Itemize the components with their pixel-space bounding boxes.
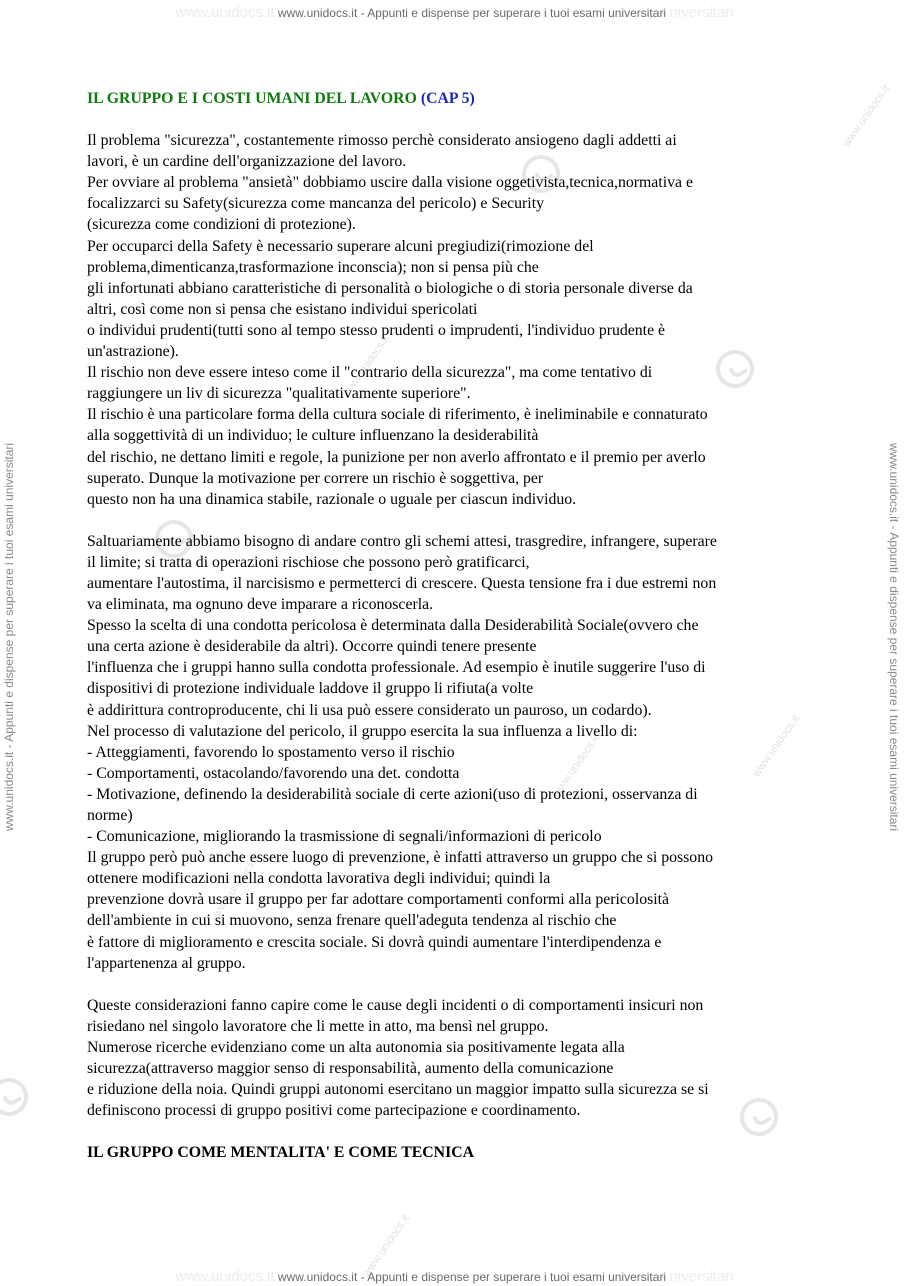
footer-banner xyxy=(0,1268,909,1285)
paragraph-1 xyxy=(87,130,822,510)
text-line: (sicurezza come condizioni di protezione). xyxy=(87,216,356,234)
side-watermark-right: www.unidocs.it - Appunti e dispense per superare i tuoi esami universitari xyxy=(887,442,901,832)
text-line: altri, così come non si pensa che esistano individui spericolati xyxy=(87,300,478,318)
side-watermark-left: www.unidocs.it - Appunti e dispense per superare i tuoi esami universitari xyxy=(2,442,16,832)
text-line: l'influenza che i gruppi hanno sulla condotta professionale. Ad esempio è inutile suggerire l'uso di xyxy=(87,659,706,677)
diagonal-watermark: www.unidocs.it xyxy=(360,1212,413,1280)
text-line: l'appartenenza al gruppo. xyxy=(87,954,246,972)
text-line: superato. Dunque la motivazione per correre un rischio è soggettiva, per xyxy=(87,469,544,487)
text-line: va eliminata, ma ognuno deve imparare a riconoscerla. xyxy=(87,596,434,614)
banner-ghost-left: www.unidocs.it xyxy=(175,4,275,21)
text-line: Per ovviare al problema "ansietà" dobbiamo uscire dalla visione oggetivista,tecnica,normativa e xyxy=(87,174,693,192)
text-line: dell'ambiente in cui si muovono, senza frenare quell'adeguta tendenza al rischio che xyxy=(87,912,617,930)
banner-text: www.unidocs.it - Appunti e dispense per superare i tuoi esami universitari xyxy=(277,6,667,20)
paragraph-2 xyxy=(87,531,822,974)
text-line: Spesso la scelta di una condotta pericolosa è determinata dalla Desiderabilità Sociale(ovvero che xyxy=(87,617,699,635)
text-line: gli infortunati abbiano caratteristiche di personalità o biologiche o di storia personale diverse da xyxy=(87,279,693,297)
diagonal-watermark: www.unidocs.it xyxy=(840,82,893,150)
text-line: è addirittura controproducente, chi li usa può essere considerato un pauroso, un codardo). xyxy=(87,701,652,719)
text-line: un'astrazione). xyxy=(87,343,179,361)
section-heading-costi-umani xyxy=(87,88,822,109)
text-line: risiedano nel singolo lavoratore che li mette in atto, ma bensì nel gruppo. xyxy=(87,1017,549,1035)
unidocs-logo-icon xyxy=(0,1071,35,1123)
text-line: lavori, è un cardine dell'organizzazione del lavoro. xyxy=(87,153,407,171)
text-line: focalizzarci su Safety(sicurezza come mancanza del pericolo) e Security xyxy=(87,195,544,213)
list-item: - Motivazione, definendo la desiderabilità sociale di certe azioni(uso di protezioni, osservanza di xyxy=(87,785,698,803)
text-line: raggiungere un liv di sicurezza "qualitativamente superiore". xyxy=(87,385,471,403)
text-line: dispositivi di protezione individuale laddove il gruppo li rifiuta(a volte xyxy=(87,680,534,698)
text-line: questo non ha una dinamica stabile, razionale o uguale per ciascun individuo. xyxy=(87,490,577,508)
text-line: Per occuparci della Safety è necessario superare alcuni pregiudizi(rimozione del xyxy=(87,237,594,255)
text-line: e riduzione della noia. Quindi gruppi autonomi esercitano un maggior impatto sulla sicurezza se si xyxy=(87,1081,709,1099)
text-line: Il gruppo però può anche essere luogo di prevenzione, è infatti attraverso un gruppo che si possono xyxy=(87,849,713,867)
text-line: ottenere modificazioni nella condotta lavorativa degli individui; quindi la xyxy=(87,870,551,888)
banner-text: www.unidocs.it - Appunti e dispense per superare i tuoi esami universitari xyxy=(277,1270,667,1284)
text-line: problema,dimenticanza,trasformazione inconscia); non si pensa più che xyxy=(87,258,539,276)
text-line: o individui prudenti(tutti sono al tempo stesso prudenti o imprudenti, l'individuo prudente è xyxy=(87,321,666,339)
heading-chapter: (CAP 5) xyxy=(420,90,475,107)
text-line: Queste considerazioni fanno capire come le cause degli incidenti o di comportamenti insicuri non xyxy=(87,996,704,1014)
text-line: aumentare l'autostima, il narcisismo e permetterci di crescere. Questa tensione fra i due estremi non xyxy=(87,574,717,592)
diagonal-watermark: www.unidocs.it xyxy=(340,332,393,400)
text-line: una certa azione è desiderabile da altri). Occorre quindi tenere presente xyxy=(87,638,537,656)
list-item: - Atteggiamenti, favorendo lo spostamento verso il rischio xyxy=(87,743,455,761)
text-line: il limite; si tratta di operazioni rischiose che possono però gratificarci, xyxy=(87,553,530,571)
header-banner xyxy=(0,4,909,21)
text-line: Nel processo di valutazione del pericolo, il gruppo esercita la sua influenza a livello di: xyxy=(87,722,638,740)
text-line: è fattore di miglioramento e crescita sociale. Si dovrà quindi aumentare l'interdipendenza e xyxy=(87,933,662,951)
text-line: del rischio, ne dettano limiti e regole, la punizione per non averlo affrontato e il premio per averlo xyxy=(87,448,706,466)
section-heading-mentalita: IL GRUPPO COME MENTALITA' E COME TECNICA xyxy=(87,1144,475,1162)
list-item: - Comportamenti, ostacolando/favorendo una det. condotta xyxy=(87,764,460,782)
text-line: Saltuariamente abbiamo bisogno di andare contro gli schemi attesi, trasgredire, infrangere, superare xyxy=(87,532,717,550)
heading-title: IL GRUPPO E I COSTI UMANI DEL LAVORO xyxy=(87,90,417,107)
text-line: sicurezza(attraverso maggior senso di responsabilità, aumento della comunicazione xyxy=(87,1060,614,1078)
text-line: norme) xyxy=(87,807,133,824)
text-line: Il rischio non deve essere inteso come il "contrario della sicurezza", ma come tentativo di xyxy=(87,364,653,382)
text-line: alla soggettività di un individuo; le culture influenzano la desiderabilità xyxy=(87,427,539,445)
text-line: Il rischio è una particolare forma della cultura sociale di riferimento, è ineliminabile e connaturato xyxy=(87,406,708,424)
list-item: - Comunicazione, migliorando la trasmissione di segnali/informazioni di pericolo xyxy=(87,828,602,846)
diagonal-watermark: www.unidocs.it xyxy=(210,852,263,920)
text-line: prevenzione dovrà usare il gruppo per far adottare comportamenti conformi alla pericolosità xyxy=(87,891,670,909)
banner-ghost-right: niversitari xyxy=(669,4,734,21)
text-line: Numerose ricerche evidenziano come un alta autonomia sia positivamente legata alla xyxy=(87,1038,625,1056)
text-line: definiscono processi di gruppo positivi come partecipazione e coordinamento. xyxy=(87,1102,581,1120)
diagonal-watermark: www.unidocs.it xyxy=(550,732,603,800)
banner-ghost-right: niversitari xyxy=(669,1268,734,1285)
paragraph-3 xyxy=(87,995,822,1122)
banner-ghost-left: www.unidocs.it xyxy=(175,1268,275,1285)
diagonal-watermark: www.unidocs.it xyxy=(750,712,803,780)
document-body xyxy=(87,88,822,1163)
text-line: Il problema "sicurezza", costantemente rimosso perchè considerato ansiogeno dagli addetti ai xyxy=(87,132,677,150)
